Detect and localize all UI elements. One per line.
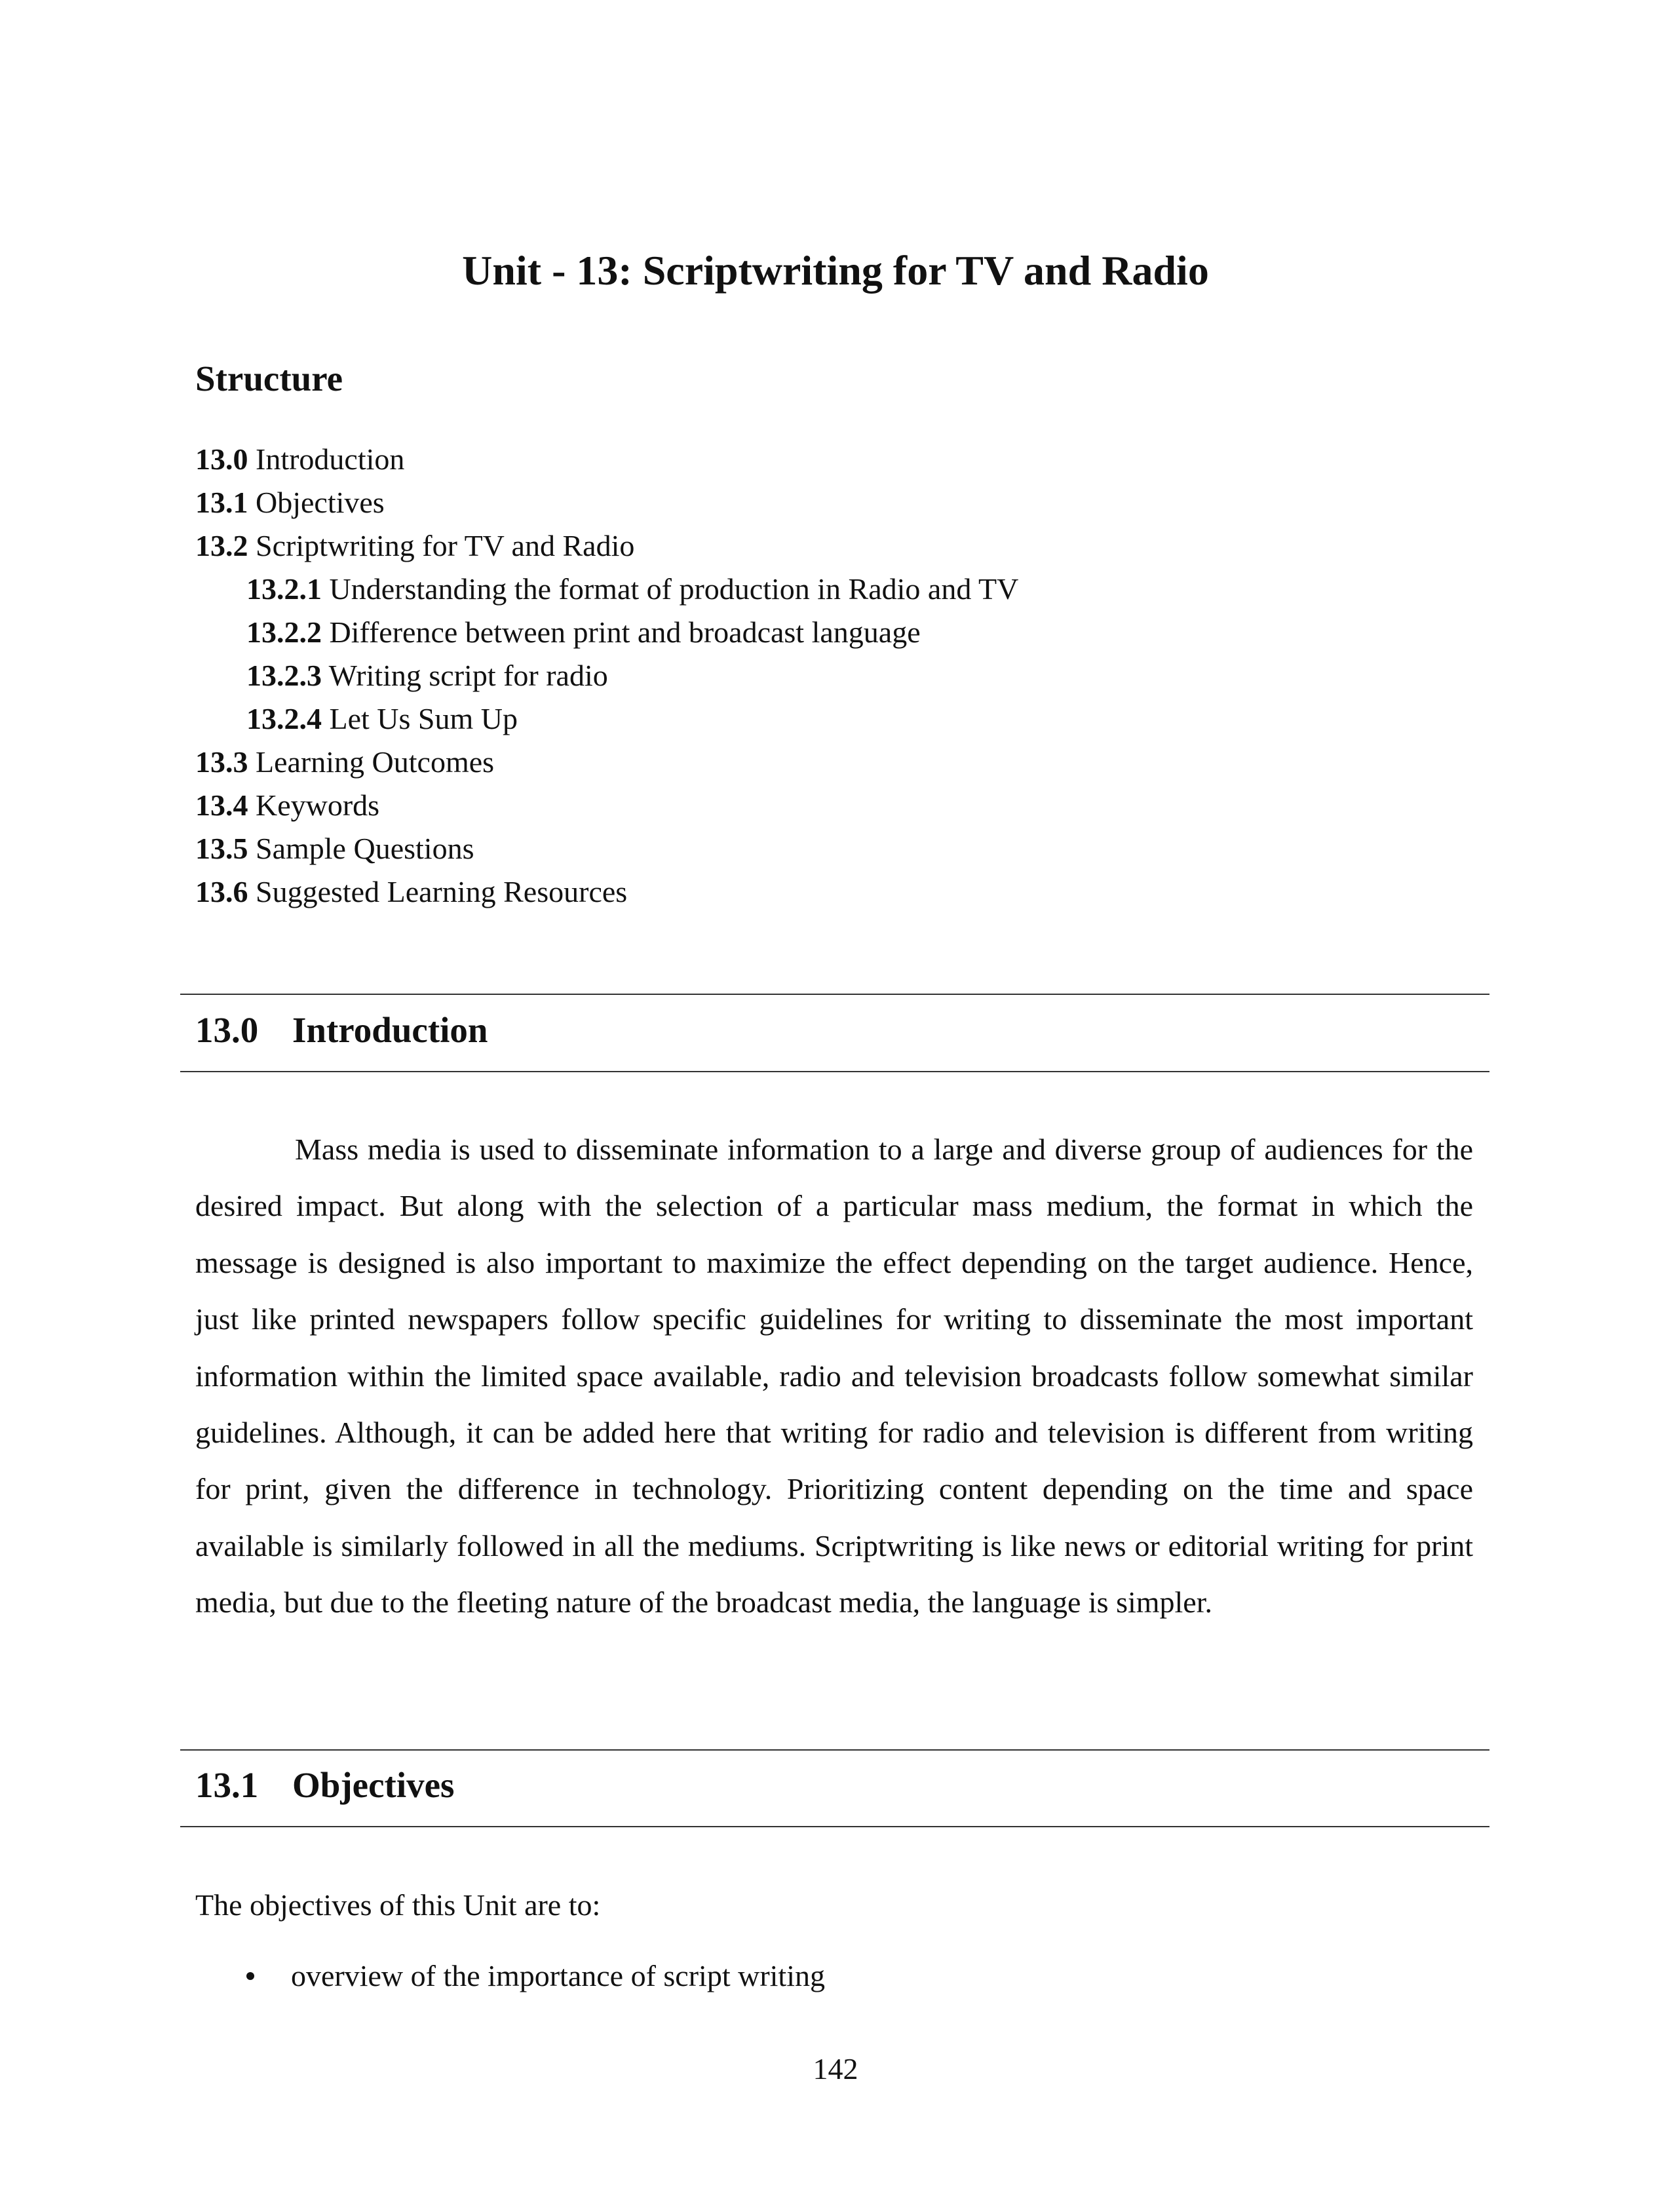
toc-item-label: Objectives bbox=[248, 486, 385, 519]
toc-item-label: Suggested Learning Resources bbox=[248, 875, 628, 908]
toc-item-label: Understanding the format of production in Radio and TV bbox=[322, 572, 1019, 606]
objectives-list bbox=[195, 1954, 825, 1998]
toc-item-number: 13.2.3 bbox=[246, 659, 322, 692]
toc-subitem bbox=[195, 654, 1018, 697]
toc-item-label: Introduction bbox=[248, 442, 405, 476]
toc-item-number: 13.2.1 bbox=[246, 572, 322, 606]
toc-item-number: 13.2.4 bbox=[246, 702, 322, 735]
section-number: 13.0 bbox=[195, 1010, 259, 1050]
toc-item-number: 13.3 bbox=[195, 745, 248, 779]
toc-item-label: Scriptwriting for TV and Radio bbox=[248, 529, 635, 562]
toc-item-number: 13.1 bbox=[195, 486, 248, 519]
toc-subitem bbox=[195, 697, 1018, 741]
toc-item-number: 13.0 bbox=[195, 442, 248, 476]
page-number: 142 bbox=[813, 2052, 858, 2086]
structure-heading: Structure bbox=[195, 359, 343, 398]
introduction-paragraph: Mass media is used to disseminate information to a large and diverse group of audiences for the desired impact. But along with the selection of a particular mass medium, the format in which the message is designed is also important to maximize the effect depending on the target audience. Hence, just like printed newspapers follow specific guidelines for writing to disseminate the most important information within the limited space available, radio and television broadcasts follow somewhat similar guidelines. Although, it can be added here that writing for radio and television is different from writing for print, given the difference in technology. Prioritizing content depending on the time and space available is similarly followed in all the mediums. Scriptwriting is like news or editorial writing for print media, but due to the fleeting nature of the broadcast media, the language is simpler. bbox=[195, 1133, 1473, 1620]
introduction-heading bbox=[195, 1009, 488, 1051]
toc-item-label: Learning Outcomes bbox=[248, 745, 495, 779]
toc-item-number: 13.4 bbox=[195, 788, 248, 822]
toc-item-number: 13.5 bbox=[195, 832, 248, 865]
toc-item bbox=[195, 827, 1018, 870]
toc-item bbox=[195, 481, 1018, 524]
toc-subitem bbox=[195, 611, 1018, 654]
toc-item-label: Keywords bbox=[248, 788, 380, 822]
toc-item-label: Let Us Sum Up bbox=[322, 702, 518, 735]
section-title: Objectives bbox=[292, 1765, 455, 1805]
toc-item bbox=[195, 524, 1018, 568]
toc-item bbox=[195, 741, 1018, 784]
section-number: 13.1 bbox=[195, 1765, 259, 1805]
list-item-text: overview of the importance of script writing bbox=[291, 1959, 825, 1992]
toc-item-number: 13.6 bbox=[195, 875, 248, 908]
toc-item-number: 13.2 bbox=[195, 529, 248, 562]
page-title: Unit - 13: Scriptwriting for TV and Radio bbox=[462, 247, 1209, 294]
bullet-icon bbox=[246, 1972, 254, 1980]
toc-item-label: Sample Questions bbox=[248, 832, 474, 865]
toc-item bbox=[195, 438, 1018, 481]
section-title: Introduction bbox=[292, 1010, 488, 1050]
toc-subitem bbox=[195, 568, 1018, 611]
section-divider-bottom bbox=[180, 1071, 1489, 1072]
toc-item-label: Writing script for radio bbox=[322, 659, 608, 692]
toc-item bbox=[195, 870, 1018, 914]
section-divider-bottom bbox=[180, 1826, 1489, 1827]
toc-item-number: 13.2.2 bbox=[246, 615, 322, 649]
objectives-heading bbox=[195, 1764, 454, 1806]
list-item bbox=[195, 1954, 825, 1998]
objectives-lead: The objectives of this Unit are to: bbox=[195, 1888, 601, 1922]
table-of-contents bbox=[195, 438, 1018, 914]
toc-item-label: Difference between print and broadcast language bbox=[322, 615, 921, 649]
toc-item bbox=[195, 784, 1018, 827]
section-divider-top bbox=[180, 1749, 1489, 1751]
section-divider-top bbox=[180, 994, 1489, 995]
